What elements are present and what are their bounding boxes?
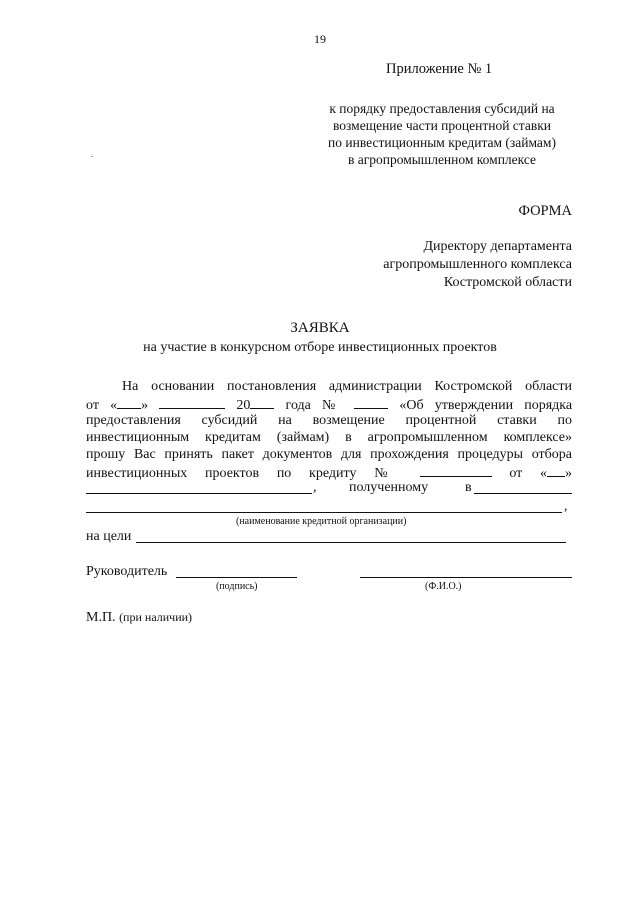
credit-org-blank[interactable] — [86, 512, 562, 513]
purpose-blank[interactable] — [136, 542, 566, 543]
body-text: , — [564, 499, 568, 514]
name-caption: (Ф.И.О.) — [425, 581, 462, 592]
body-text: «Об утверждении порядка — [399, 398, 573, 413]
signature-caption: (подпись) — [216, 581, 258, 592]
body-line-4: инвестиционным кредитам (займам) в агропромышленном комплексе» — [86, 430, 572, 445]
appendix-description — [300, 100, 584, 168]
credit-day-blank[interactable] — [547, 463, 565, 477]
body-text: инвестиционных проектов по кредиту № — [86, 466, 402, 481]
body-line-1: На основании постановления администрации Костромской области — [122, 379, 572, 394]
appendix-title: Приложение № 1 — [386, 61, 493, 77]
credit-date-blank[interactable] — [86, 493, 312, 494]
signature-blank[interactable] — [176, 577, 297, 578]
name-blank[interactable] — [360, 577, 572, 578]
stamp-label — [86, 610, 192, 626]
page-number: 19 — [314, 32, 326, 46]
purpose-label: на цели — [86, 529, 132, 544]
appendix-line: возмещение части процентной ставки — [332, 118, 552, 133]
body-text: полученному — [349, 480, 429, 495]
body-text: года № — [285, 398, 344, 413]
body-text: от « — [509, 466, 548, 481]
body-text: » — [141, 398, 149, 413]
recipient-line: Директору департамента — [423, 239, 572, 254]
form-label: ФОРМА — [518, 203, 572, 219]
document-title: ЗАЯВКА — [290, 320, 350, 336]
body-text: » — [565, 466, 573, 481]
appendix-line: в агропромышленном комплексе — [347, 152, 537, 167]
recipient-block — [383, 238, 572, 292]
body-text: 20 — [236, 398, 251, 413]
appendix-line: к порядку предоставления субсидий на — [329, 101, 555, 116]
day-blank[interactable] — [117, 395, 141, 409]
body-text: в — [465, 480, 472, 495]
body-line-6 — [86, 463, 572, 482]
year-blank[interactable] — [250, 395, 274, 409]
credit-number-blank[interactable] — [420, 463, 492, 477]
appendix-line: по инвестиционным кредитам (займам) — [328, 135, 556, 150]
recipient-line: агропромышленного комплекса — [383, 257, 572, 272]
stamp-note: (при наличии) — [119, 610, 193, 624]
body-line-3: предоставления субсидий на возмещение процентной ставки по — [86, 413, 572, 428]
scan-speck — [91, 156, 93, 157]
credit-org-blank-start[interactable] — [474, 493, 572, 494]
document-subtitle: на участие в конкурсном отборе инвестиционных проектов — [143, 340, 497, 355]
body-text: , — [313, 480, 317, 495]
month-blank[interactable] — [159, 395, 225, 409]
body-line-5: прошу Вас принять пакет документов для прохождения процедуры отбора — [86, 447, 572, 462]
recipient-line: Костромской области — [443, 275, 572, 290]
resolution-number-blank[interactable] — [354, 395, 388, 409]
body-text: от « — [86, 398, 118, 413]
credit-org-caption: (наименование кредитной организации) — [236, 516, 407, 527]
signature-role: Руководитель — [86, 564, 168, 579]
stamp-abbr: М.П. — [86, 610, 116, 625]
